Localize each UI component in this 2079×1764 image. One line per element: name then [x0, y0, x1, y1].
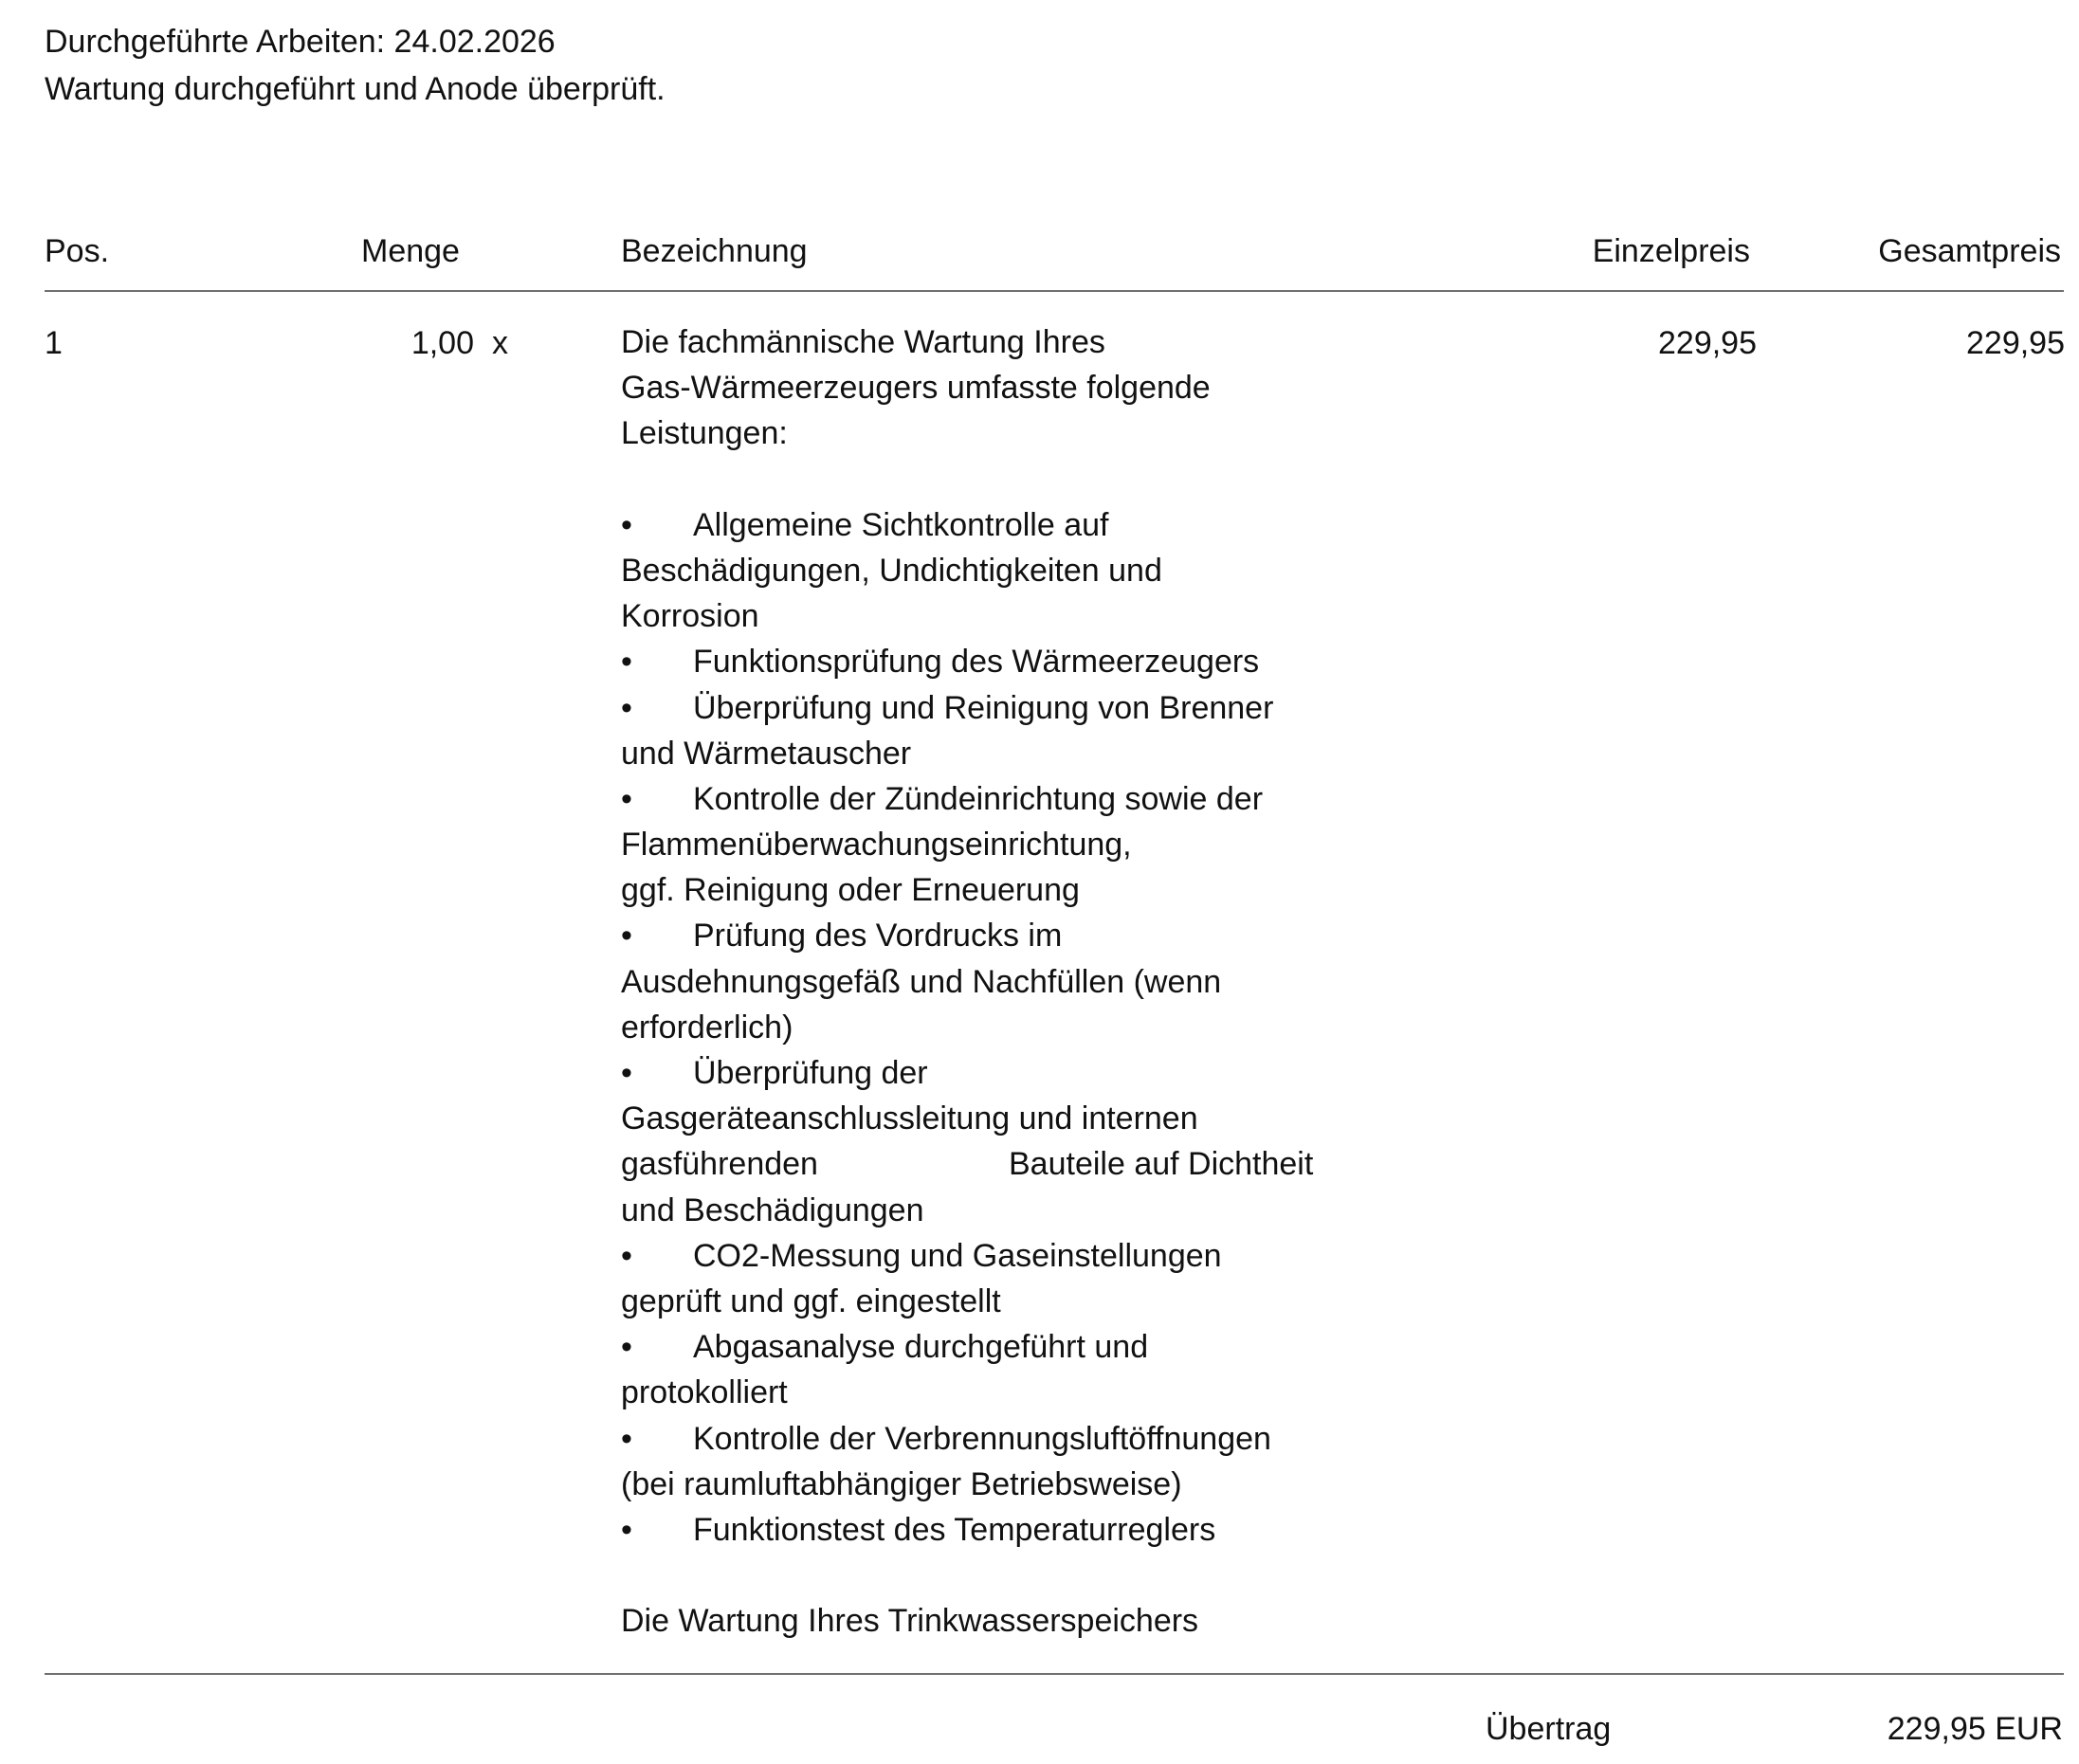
service-list-item	[621, 1324, 1398, 1370]
bullet-icon: •	[621, 644, 632, 681]
split-line-left: gasführenden	[621, 1146, 818, 1183]
bullet-icon: •	[621, 1420, 632, 1457]
bullet-icon: •	[621, 780, 632, 817]
row-menge: 1,00	[410, 325, 474, 361]
header-divider	[45, 290, 2064, 292]
service-item-continuation: Korrosion	[621, 598, 759, 635]
service-item-text: Abgasanalyse durchgeführt und	[693, 1329, 1149, 1366]
bullet-icon: •	[621, 1237, 632, 1274]
service-list-item	[621, 685, 1398, 731]
bullet-icon: •	[621, 918, 632, 955]
service-item-text: CO2-Messung und Gaseinstellungen	[693, 1237, 1222, 1274]
description-intro-line: Die fachmännische Wartung Ihres	[621, 324, 1105, 360]
service-item-continuation: Beschädigungen, Undichtigkeiten und	[621, 552, 1162, 589]
work-date-line: Durchgeführte Arbeiten: 24.02.2026	[45, 24, 556, 60]
work-summary: Wartung durchgeführt und Anode überprüft.	[45, 71, 666, 107]
service-item-continuation: protokolliert	[621, 1374, 788, 1411]
column-header-bezeichnung: Bezeichnung	[621, 233, 808, 269]
service-item-text: Kontrolle der Zündeinrichtung sowie der	[693, 780, 1264, 817]
bullet-icon: •	[621, 1511, 632, 1548]
service-item-continuation: ggf. Reinigung oder Erneuerung	[621, 872, 1080, 909]
service-item-text: Allgemeine Sichtkontrolle auf	[693, 506, 1109, 543]
service-item-text: Überprüfung der	[693, 1055, 928, 1091]
row-description	[621, 319, 1398, 1644]
service-list-item	[621, 639, 1398, 684]
service-item-text: Überprüfung und Reinigung von Brenner	[693, 689, 1274, 726]
service-item-text: Funktionsprüfung des Wärmeerzeugers	[693, 644, 1260, 681]
service-list-item	[621, 502, 1398, 548]
service-list-item	[621, 1416, 1398, 1462]
bullet-icon: •	[621, 1055, 632, 1091]
row-multiplier: x	[492, 325, 508, 361]
service-list-item	[621, 1050, 1398, 1096]
service-item-continuation: Ausdehnungsgefäß und Nachfüllen (wenn	[621, 963, 1222, 1000]
service-item-continuation: erforderlich)	[621, 1009, 793, 1046]
split-line-right: Bauteile auf Dichtheit	[1009, 1146, 1314, 1183]
column-header-pos: Pos.	[45, 233, 110, 269]
service-item-text: Kontrolle der Verbrennungsluftöffnungen	[693, 1420, 1271, 1457]
service-item-text: Funktionstest des Temperaturreglers	[693, 1511, 1216, 1548]
service-item-split-line	[621, 1141, 1398, 1187]
column-header-gesamtpreis: Gesamtpreis	[1878, 233, 2061, 269]
row-pos: 1	[45, 325, 63, 361]
description-spacer	[621, 1553, 1398, 1598]
service-item-continuation: und Wärmetauscher	[621, 735, 912, 772]
service-item-text: Prüfung des Vordrucks im	[693, 918, 1063, 955]
column-header-menge: Menge	[361, 233, 460, 269]
service-list-item	[621, 913, 1398, 958]
description-intro-line: Leistungen:	[621, 415, 788, 452]
description-spacer	[621, 457, 1398, 502]
column-header-einzelpreis: Einzelpreis	[1592, 233, 1750, 269]
service-list-item	[621, 1233, 1398, 1279]
row-gesamtpreis: 229,95	[1966, 325, 2065, 361]
service-item-continuation: geprüft und ggf. eingestellt	[621, 1282, 1001, 1319]
footer-divider	[45, 1673, 2064, 1675]
service-item-continuation: (bei raumluftabhängiger Betriebsweise)	[621, 1465, 1182, 1502]
service-item-continuation: Flammenüberwachungseinrichtung,	[621, 827, 1132, 864]
carry-over-value: 229,95 EUR	[1887, 1711, 2063, 1747]
service-list-item	[621, 1507, 1398, 1553]
carry-over-label: Übertrag	[1486, 1711, 1612, 1747]
service-item-continuation: Gasgeräteanschlussleitung und internen	[621, 1100, 1198, 1137]
service-item-continuation: und Beschädigungen	[621, 1191, 924, 1228]
service-list-item	[621, 776, 1398, 822]
row-einzelpreis: 229,95	[1658, 325, 1757, 361]
bullet-icon: •	[621, 689, 632, 726]
description-closing-line: Die Wartung Ihres Trinkwasserspeichers	[621, 1603, 1199, 1640]
bullet-icon: •	[621, 506, 632, 543]
description-intro-line: Gas-Wärmeerzeugers umfasste folgende	[621, 370, 1211, 407]
bullet-icon: •	[621, 1329, 632, 1366]
